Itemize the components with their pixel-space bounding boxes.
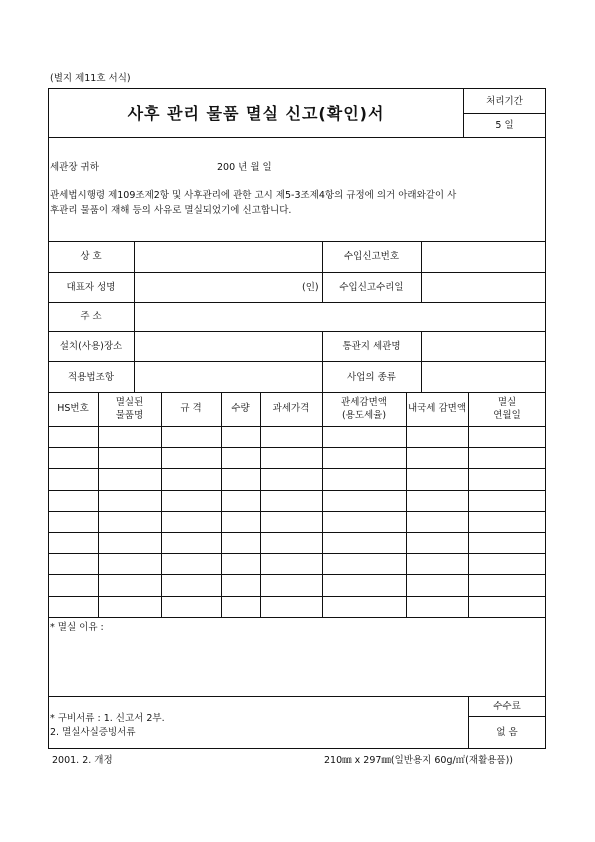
revision-note: 2001. 2. 개정 [52,755,113,766]
reason-bottom-rule [48,696,546,697]
date-line: 200 년 월 일 [217,162,272,173]
table-header-cell: 관세감면액 (용도세율) [341,397,387,421]
title-bottom-rule [48,137,546,138]
info-rule-5 [48,361,546,362]
processing-divider [463,113,546,114]
statement-line-2: 후관리 물품이 재해 등의 사유로 멸실되었기에 신고합니다. [50,205,292,216]
address-label: 주 소 [80,311,102,322]
info-col-3a [421,241,422,302]
info-rule-3 [48,302,546,303]
attachment-line-1: * 구비서류 : 1. 신고서 2부. [50,713,165,724]
info-rule-4 [48,331,546,332]
statement-line-1: 관세법시행령 제109조제2항 및 사후관리에 관한 고시 제5-3조제4항의 규정에 의거 아래와같이 사 [50,190,457,201]
business-type-label: 사업의 종류 [347,372,396,383]
addressee: 세관장 귀하 [50,162,99,173]
table-header-cell: 규 격 [180,403,202,414]
table-row [48,490,546,491]
company-label: 상 호 [80,251,102,262]
table-header-cell: HS번호 [57,403,89,414]
form-number: (별지 제11호 서식) [50,73,131,84]
processing-value: 5 일 [495,120,514,131]
rep-name-label: 대표자 성명 [66,282,116,293]
reason-label: * 멸실 이유 : [50,622,104,633]
reason-top-rule [48,617,546,618]
accept-date-label: 수입신고수리일 [339,282,404,293]
table-header-cell: 멸실 연월일 [493,397,521,421]
info-rule-2 [48,272,546,273]
info-col-1 [134,241,135,392]
table-row [48,553,546,554]
processing-label: 처리기간 [486,96,523,107]
page-title: 사후 관리 물품 멸실 신고(확인)서 [127,104,385,123]
paper-spec: 210㎜ x 297㎜(일반용지 60g/㎡(재활용품)) [324,755,514,766]
table-header-cell: 수량 [231,403,250,414]
fee-value: 없 음 [496,727,518,738]
table-header-cell: 과세가격 [272,403,310,414]
customs-office-label: 통관지 세관명 [342,341,401,352]
table-row [48,596,546,597]
install-place-label: 설치(사용)장소 [59,341,123,352]
table-row [48,532,546,533]
fee-label: 수수료 [493,701,521,712]
info-rule-1 [48,241,546,242]
seal-mark: (인) [302,282,319,293]
import-no-label: 수입신고번호 [343,251,400,262]
attachment-line-2: 2. 멸실사실증빙서류 [50,727,136,738]
table-header-cell: 멸실된 물품명 [115,397,144,421]
table-row [48,511,546,512]
table-header-cell: 내국세 감면액 [407,403,467,414]
table-row [48,574,546,575]
table-row [48,447,546,448]
applied-law-label: 적용법조항 [68,372,114,383]
table-header-rule [48,426,546,427]
info-rule-6 [48,392,546,393]
table-row [48,468,546,469]
info-col-3b [421,331,422,392]
fee-rule [468,716,546,717]
